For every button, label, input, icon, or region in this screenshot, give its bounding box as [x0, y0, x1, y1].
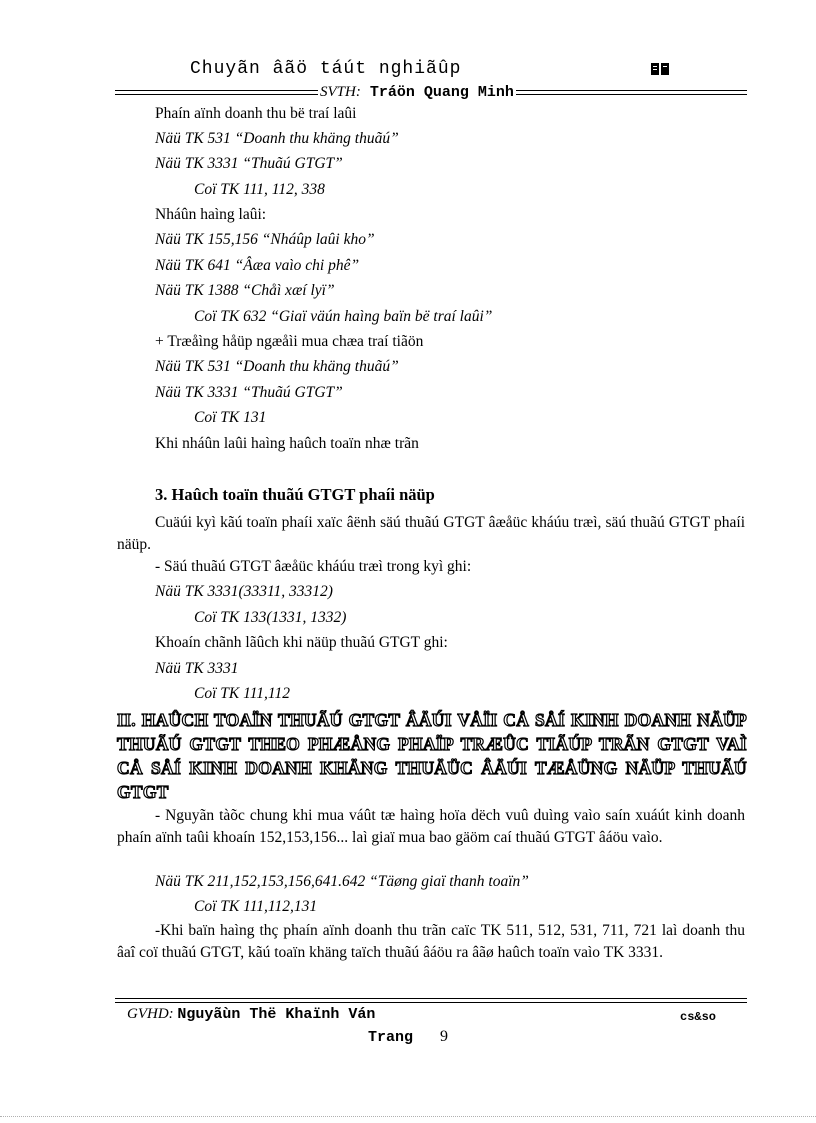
paragraph: - Nguyãn tàõc chung khi mua váût tæ haìng hoïa dëch vuû duìng vaìo saín xuáút kinh doanh phaín aïnh taûi khoaín 152,153,156... laì giaï mua bao gäöm caí thuãú GTGT âáöu vaìo. [117, 807, 745, 846]
paragraph: -Khi baïn haìng thç phaín aïnh doanh thu trãn caïc TK 511, 512, 531, 711, 721 laì doanh thu âaî coï thuãú GTGT, kãú toaïn khäng taïch thuãú âáöu ra âãø haûch toaïn vaìo TK 3331. [117, 922, 745, 961]
footer-rule-top [115, 998, 747, 999]
text-line: Nháûn haìng laûi: [155, 206, 267, 223]
text-line: + Træåìng håüp ngæåìi mua chæa traí tiãön [155, 333, 424, 350]
entry-debit: Näü TK 3331(33311, 33312) [155, 583, 333, 600]
entry-debit: Näü TK 3331 “Thuãú GTGT” [155, 155, 343, 172]
entry-debit: Näü TK 641 “Âæa vaìo chi phê” [155, 257, 360, 274]
author-name: Tráön Quang Minh [369, 84, 514, 101]
author-label: SVTH: [320, 84, 361, 100]
entry-credit: Coï TK 111,112,131 [194, 898, 318, 915]
entry-credit: Coï TK 131 [194, 409, 267, 426]
entry-credit: Coï TK 111, 112, 338 [194, 181, 325, 198]
page-value: 9 [440, 1028, 449, 1045]
entry-credit: Coï TK 632 “Giaï väún haìng baïn bë traí laûi” [194, 308, 493, 325]
page-number [368, 1028, 448, 1046]
header-author [318, 85, 516, 100]
entry-debit: Näü TK 211,152,153,156,641.642 “Täøng giaï thanh toaïn” [155, 873, 529, 890]
section-heading: 3. Haûch toaïn thuãú GTGT phaíi näüp [155, 485, 435, 504]
text-line: Khi nháûn laûi haìng haûch toaïn nhæ trãn [155, 435, 419, 452]
text-line: - Säú thuãú GTGT âæåüc kháúu træì trong kyì ghi: [155, 558, 472, 575]
page-edge-divider [0, 1116, 816, 1117]
paragraph: Cuäúi kyì kãú toaïn phaíi xaïc âënh säú thuãú GTGT âæåüc kháúu træì, säú thuãú GTGT phaíi näüp. [117, 514, 745, 553]
advisor-label: GVHD: [127, 1006, 174, 1022]
text-line: Khoaín chãnh lãûch khi näüp thuãú GTGT ghi: [155, 634, 448, 651]
entry-credit: Coï TK 133(1331, 1332) [194, 609, 347, 626]
page-label: Trang [368, 1029, 414, 1046]
entry-debit: Näü TK 3331 “Thuãú GTGT” [155, 384, 343, 401]
entry-debit: Näü TK 1388 “Chåì xæí lyï” [155, 282, 335, 299]
book-icon [650, 61, 670, 77]
entry-credit: Coï TK 111,112 [194, 685, 291, 702]
footer-advisor [127, 1006, 375, 1023]
chapter-heading: II. HAÛCH TOAÏN THUÃÚ GTGT ÂÄÚI VÅÏI CÅ SÅÍ KINH DOANH NÄÜP THUÃÚ GTGT THEO PHÆÅNG PHAÏP TRÆÛC TIÃÚP TRÃN GTGT VAÌ CÅ SÅÍ KINH DOANH KHÄNG THUÄÜC ÂÄÚI TÆÅÜNG NÄÜP THUÃÚ GTGT [117, 710, 747, 802]
advisor-name: Nguyãùn Thë Khaïnh Ván [177, 1006, 376, 1023]
entry-debit: Näü TK 531 “Doanh thu khäng thuãú” [155, 130, 399, 147]
header-title: Chuyãn âãö táút nghiãûp [190, 59, 462, 79]
footer-rule-bottom [115, 1002, 747, 1003]
text-line: Phaín aïnh doanh thu bë traí laûi [155, 105, 357, 122]
entry-debit: Näü TK 531 “Doanh thu khäng thuãú” [155, 358, 399, 375]
entry-debit: Näü TK 155,156 “Nháûp laûi kho” [155, 231, 375, 248]
entry-debit: Näü TK 3331 [155, 660, 239, 677]
ornament-icon: cs&so [680, 1010, 717, 1024]
